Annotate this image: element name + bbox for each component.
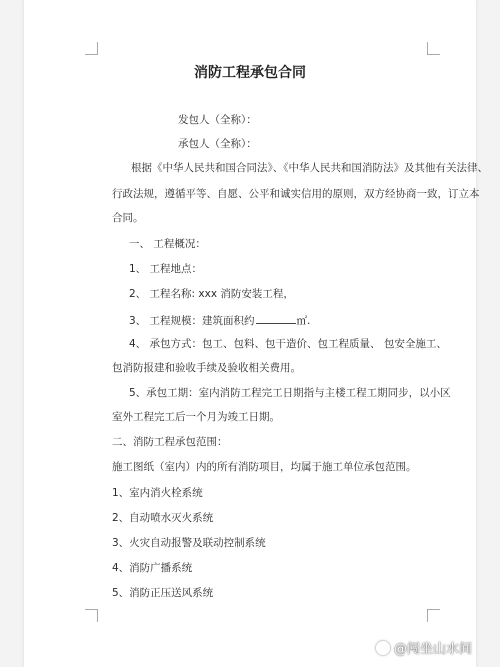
scope-item: 2、自动喷水灭火系统 [112,512,214,524]
watermark [376,638,472,657]
crop-mark-top-right [427,42,440,55]
watermark-icon [376,641,390,655]
item1-site: 1、 工程地点： [129,263,203,275]
intro-line-1: 根据《中华人民共和国合同法》、《中华人民共和国消防法》及其他有关法律、 [131,162,488,174]
contractor-a-line: 发包人（全称）： [178,114,257,126]
contractor-b-line: 承包人（全称）： [178,138,257,150]
crop-mark-bottom-left [85,609,98,622]
item4-line-2: 包消防报建和验收手续及验收相关费用。 [112,362,301,374]
intro-line-2: 行政法规，遵循平等、自愿、公平和诚实信用的原则，双方经协商一致，订立本 [112,188,480,200]
scope-item: 1、室内消火栓系统 [112,487,203,499]
section2-heading: 二、消防工程承包范围： [112,436,228,448]
item3-scale [129,313,310,328]
document-title: 消防工程承包合同 [194,65,306,81]
crop-mark-bottom-right [427,609,440,622]
watermark-text: @闯坐山水间 [393,642,472,657]
item5-line-2: 室外工程完工后一个月为竣工日期。 [112,411,280,423]
scope-item: 4、消防广播系统 [112,562,193,574]
scope-item: 3、火灾自动报警及联动控制系统 [112,537,266,549]
item5-line-1: 5、承包工期：室内消防工程完工日期指与主楼工程工期同步，以小区 [129,387,451,399]
scope-item: 5、消防正压送风系统 [112,587,214,599]
scope-intro: 施工图纸（室内）内的所有消防项目，均属于施工单位承包范围。 [112,461,417,473]
crop-mark-top-left [85,42,98,55]
item3-prefix: 3、 工程规模：建筑面积约 [129,315,255,327]
intro-line-3: 合同。 [112,212,144,224]
section1-heading: 一、 工程概况： [129,238,206,250]
item2-name: 2、 工程名称: xxx 消防安装工程， [129,288,294,300]
document-page [24,0,488,667]
item3-blank-line [256,313,296,324]
item4-line-1: 4、 承包方式：包工、包料、包干造价、包工程质量、 包安全施工、 [129,338,447,350]
item3-unit: ㎡. [296,315,311,327]
